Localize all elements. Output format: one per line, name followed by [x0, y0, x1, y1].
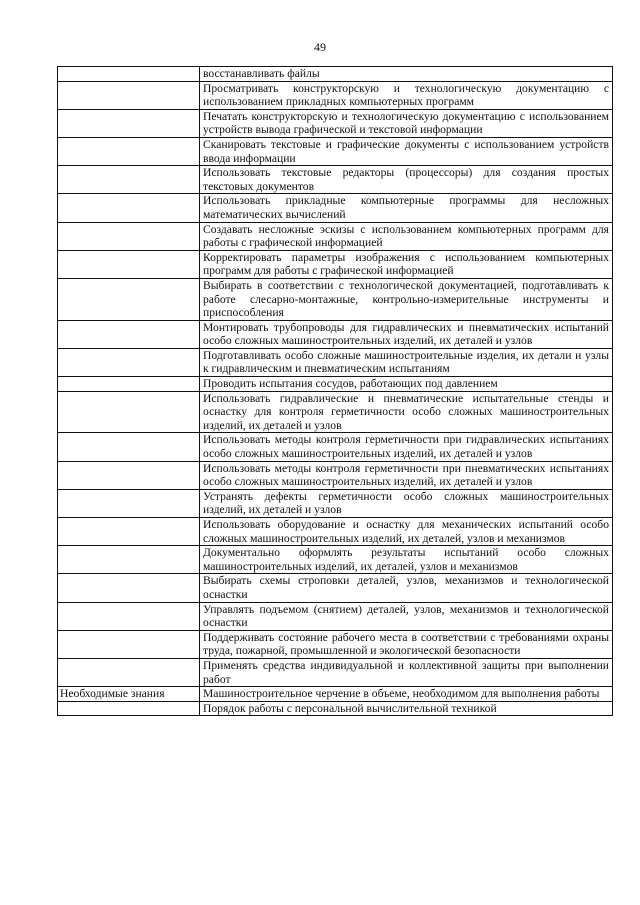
- row-label: [58, 278, 200, 320]
- row-label: [58, 461, 200, 489]
- row-label: [58, 391, 200, 433]
- row-label: [58, 109, 200, 137]
- table-row: [58, 81, 613, 109]
- table-row: [58, 489, 613, 517]
- table-row: [58, 320, 613, 348]
- table-row: [58, 433, 613, 461]
- table-row: [58, 377, 613, 392]
- row-label: [58, 546, 200, 574]
- row-label: [58, 250, 200, 278]
- table-row: [58, 194, 613, 222]
- row-label: [58, 574, 200, 602]
- skill-cell: Использовать гидравлические и пневматические испытательные стенды и оснастку для контроля герметичности особо сложных машиностроительных изделий, их деталей и узлов: [200, 391, 613, 433]
- skills-table: [57, 66, 613, 716]
- row-label: [58, 518, 200, 546]
- knowledge-cell: Порядок работы с персональной вычислительной техникой: [200, 701, 613, 716]
- skill-cell: Проводить испытания сосудов, работающих под давлением: [200, 377, 613, 392]
- table-row: [58, 166, 613, 194]
- skill-cell: Создавать несложные эскизы с использованием компьютерных программ для работы с графической информацией: [200, 222, 613, 250]
- table-row: [58, 461, 613, 489]
- knowledge-cell: Машиностроительное черчение в объеме, необходимом для выполнения работы: [200, 687, 613, 702]
- skill-cell: Сканировать текстовые и графические документы с использованием устройств ввода информации: [200, 137, 613, 165]
- row-label: [58, 377, 200, 392]
- table-row: [58, 222, 613, 250]
- row-label: [58, 137, 200, 165]
- skill-cell: Использовать прикладные компьютерные программы для несложных математических вычислений: [200, 194, 613, 222]
- page-number: 49: [314, 40, 326, 54]
- table-row: [58, 574, 613, 602]
- skill-cell: Использовать методы контроля герметичности при пневматических испытаниях особо сложных машиностроительных изделий, их деталей и узлов: [200, 461, 613, 489]
- table-row: [58, 546, 613, 574]
- table-row: [58, 67, 613, 82]
- table-row: [58, 250, 613, 278]
- skill-cell: Корректировать параметры изображения с использованием компьютерных программ для работы с графической информацией: [200, 250, 613, 278]
- skill-cell: Поддерживать состояние рабочего места в соответствии с требованиями охраны труда, пожарной, промышленной и экологической безопасности: [200, 630, 613, 658]
- row-label: [58, 194, 200, 222]
- row-label: [58, 320, 200, 348]
- skill-cell: восстанавливать файлы: [200, 67, 613, 82]
- row-label: [58, 433, 200, 461]
- row-label: [58, 630, 200, 658]
- table-row: [58, 391, 613, 433]
- table-row: [58, 348, 613, 376]
- skill-cell: Выбирать в соответствии с технологической документацией, подготавливать к работе слесарно-монтажные, контрольно-измерительные инструменты и приспособления: [200, 278, 613, 320]
- skill-cell: Монтировать трубопроводы для гидравлических и пневматических испытаний особо сложных машиностроительных изделий, их деталей и узлов: [200, 320, 613, 348]
- skill-cell: Управлять подъемом (снятием) деталей, узлов, механизмов и технологической оснастки: [200, 602, 613, 630]
- skill-cell: Выбирать схемы строповки деталей, узлов, механизмов и технологической оснастки: [200, 574, 613, 602]
- table-row: [58, 137, 613, 165]
- table-row: [58, 687, 613, 702]
- row-label: [58, 67, 200, 82]
- row-label: [58, 222, 200, 250]
- table-row: [58, 278, 613, 320]
- row-label: [58, 602, 200, 630]
- table-row: [58, 630, 613, 658]
- row-label-required-knowledge: Необходимые знания: [58, 687, 200, 702]
- table-row: [58, 658, 613, 686]
- row-label: [58, 166, 200, 194]
- row-label: [58, 701, 200, 716]
- skill-cell: Использовать методы контроля герметичности при гидравлических испытаниях особо сложных машиностроительных изделий, их деталей и узлов: [200, 433, 613, 461]
- table-row: [58, 701, 613, 716]
- row-label: [58, 81, 200, 109]
- skill-cell: Применять средства индивидуальной и коллективной защиты при выполнении работ: [200, 658, 613, 686]
- row-label: [58, 658, 200, 686]
- skill-cell: Использовать оборудование и оснастку для механических испытаний особо сложных машиностроительных изделий, их деталей, узлов и механизмов: [200, 518, 613, 546]
- row-label: [58, 489, 200, 517]
- row-label: [58, 348, 200, 376]
- table-row: [58, 602, 613, 630]
- skill-cell: Подготавливать особо сложные машиностроительные изделия, их детали и узлы к гидравлическим и пневматическим испытаниям: [200, 348, 613, 376]
- skill-cell: Документально оформлять результаты испытаний особо сложных машиностроительных изделий, их деталей, узлов и механизмов: [200, 546, 613, 574]
- table-row: [58, 518, 613, 546]
- skill-cell: Просматривать конструкторскую и технологическую документацию с использованием прикладных компьютерных программ: [200, 81, 613, 109]
- table-row: [58, 109, 613, 137]
- skill-cell: Устранять дефекты герметичности особо сложных машиностроительных изделий, их деталей и узлов: [200, 489, 613, 517]
- skill-cell: Печатать конструкторскую и технологическую документацию с использованием устройств вывода графической и текстовой информации: [200, 109, 613, 137]
- skill-cell: Использовать текстовые редакторы (процессоры) для создания простых текстовых документов: [200, 166, 613, 194]
